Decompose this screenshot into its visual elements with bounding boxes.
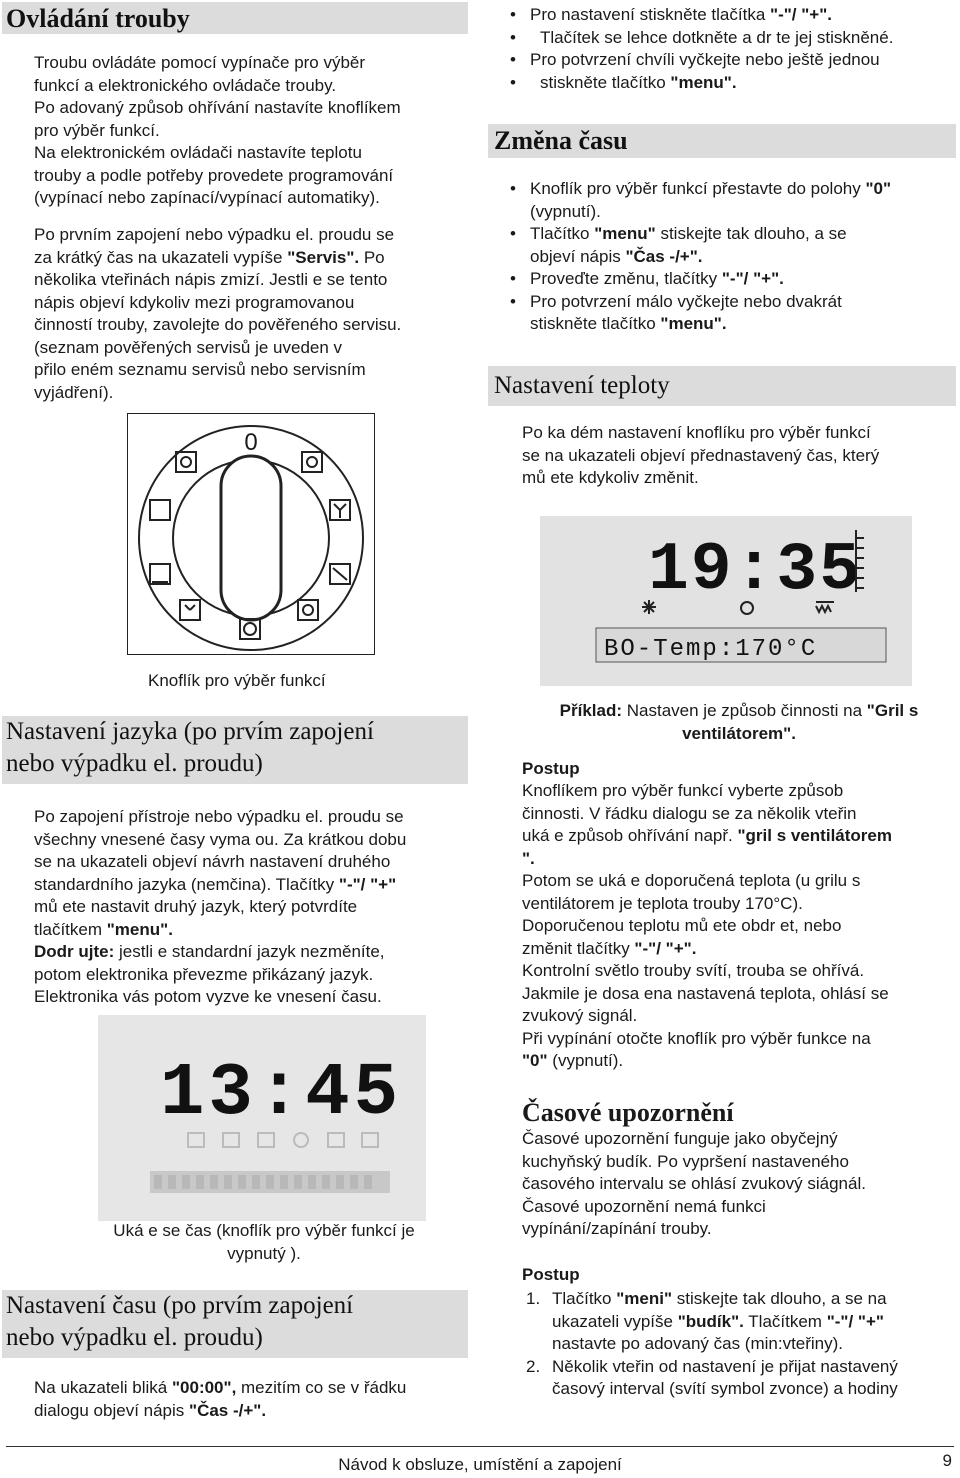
step-item: 2. Několik vteřin od nastavení je přijat nastavený časový interval (svítí symbol zvonce) a hodiny <box>526 1356 898 1398</box>
intro-paragraph <box>34 52 474 210</box>
ring-heat-icon <box>240 619 260 639</box>
grill-icon <box>330 564 350 584</box>
display-caption: Uká e se čas (knoflík pro výběr funkcí je vypnutý ). <box>113 1221 415 1263</box>
grill-fan-icon <box>180 600 200 620</box>
snowflake-icon <box>642 600 656 614</box>
alarm-steps <box>522 1288 956 1401</box>
intro-line: Na elektronickém ovládači nastavíte teplotu <box>34 143 362 162</box>
intro-line: Troubu ovládáte pomocí vypínače pro výběr <box>34 53 366 72</box>
footer-rule <box>6 1446 954 1447</box>
intro-line: funkcí a elektronického ovládače trouby. <box>34 75 337 95</box>
heading-nastaveni-jazyka: Nastavení jazyka (po prvím zapojení nebo výpadku el. proudu) <box>2 716 468 784</box>
heading-nastaveni-casu: Nastavení času (po prvím zapojení nebo výpadku el. proudu) <box>2 1290 468 1358</box>
knob-zero-label: 0 <box>244 429 258 456</box>
power-line: Po prvním zapojení nebo výpadku el. proudu se <box>34 225 395 244</box>
time-paragraph: Na ukazateli bliká "00:00", mezitím co se v řádku dialogu objeví nápis "Čas -/+". <box>34 1378 407 1420</box>
postup-paragraph: Knoflíkem pro výběr funkcí vyberte způsob činnosti. V řádku dialogu se za několik vteřin uká e způsob ohřívání např. "gril s ventilátorem ". Potom se uká e doporučená teplota (u grilu s ventilátorem je teplota trouby 170°C). Doporučenou teplotu mů ete obdr et, nebo změnit tlačítky "-"/ "+". Kontrolní světlo trouby svítí, trouba se ohřívá. Jakmile je dosa ena nastavená teplota, ohlásí se zvukový signál. Při vypínání otočte knoflík pro výběr funkce na "0" (vypnutí). <box>522 781 892 1070</box>
temperature-paragraph: Po ka dém nastavení knoflíku pro výběr funkcí se na ukazateli objeví přednastavený čas, který mů ete kdykoliv změnit. <box>522 423 880 487</box>
alarm-paragraph: Časové upozornění funguje jako obyčejný kuchyňský budík. Po vypršení nastaveného časového intervalu se ohlásí zvukový siágnál. Časové upozornění nemá funkci vypínání/zapínání trouby. <box>522 1129 866 1238</box>
lamp-icon <box>176 452 196 472</box>
heading-nastaveni-teploty: Nastavení teploty <box>488 366 956 406</box>
power-line: přilo eném seznamu servisů nebo servisním <box>34 360 366 379</box>
heading-casove-upozorneni: Časové upozornění <box>522 1098 734 1127</box>
intro-line: Po adovaný způsob ohřívání nastavíte knoflíkem <box>34 98 401 117</box>
display-temp-time: 19:35 <box>648 532 863 609</box>
bullet-item: • Pro nastavení stiskněte tlačítka "-"/ "+". <box>500 4 960 27</box>
heading-zmena-casu: Změna času <box>488 124 956 158</box>
power-line: (seznam pověřených servisů je uveden v <box>34 337 343 357</box>
bullet-item: • Proveďte změnu, tlačítky "-"/ "+". <box>500 268 960 291</box>
postup-heading: Postup <box>522 759 580 778</box>
display-dialog-line: BO-Temp:170°C <box>604 636 818 663</box>
oven-display-temperature <box>540 516 912 686</box>
bullet-item: • stiskněte tlačítko "menu". <box>500 72 960 95</box>
hot-air-icon <box>298 600 318 620</box>
bullet-item: • Tlačítek se lehce dotkněte a dr te jej stiskněné. <box>500 27 960 50</box>
power-line: nápis objeví kdykoliv mezi programovanou <box>34 292 355 312</box>
footer-text: Návod k obsluze, umístění a zapojení <box>338 1455 622 1474</box>
bullet-item: • Knoflík pro výběr funkcí přestavte do polohy "0" (vypnutí). <box>500 178 960 223</box>
defrost-icon <box>302 452 322 472</box>
intro-line: (vypínací nebo zapínací/vypínací automatiky). <box>34 188 380 207</box>
function-knob-illustration <box>127 413 375 655</box>
power-line: vyjádření). <box>34 382 114 402</box>
bullet-item: • Pro potvrzení chvíli vyčkejte nebo ještě jednou <box>500 49 960 72</box>
bottom-heat-icon <box>150 564 170 584</box>
intro-line: trouby a podle potřeby provedete programování <box>34 165 394 185</box>
fan-icon <box>330 500 350 520</box>
power-line: činností trouby, zavolejte do pověřeného servisu. <box>34 315 402 334</box>
bullet-item: • Pro potvrzení málo vyčkejte nebo dvakrát stiskněte tlačítko "menu". <box>500 291 960 336</box>
page-number: 9 <box>942 1451 952 1470</box>
display-time-text: 13:45 <box>160 1052 403 1136</box>
step-item: 1. Tlačítko "meni" stiskejte tak dlouho, a se na ukazateli vypíše "budík". Tlačítkem "-"/ "+" nastavte po adovaný čas (min:vteřiny). <box>526 1289 887 1353</box>
bullets-change <box>500 178 960 336</box>
oven-display-time <box>98 1015 426 1221</box>
power-line: za krátký čas na ukazateli vypíše "Servis". Po <box>34 247 385 267</box>
language-paragraph: Po zapojení přístroje nebo výpadku el. proudu se všechny vnesené časy vyma ou. Za krátkou dobu se na ukazateli objeví návrh nastavení druhého standardního jazyka (nemčina). Tlačítky "-"/ "+" mů ete nastavit druhý jazyk, který potvrdíte tlačítkem "menu". Dodr ujte: jestli e standardní jazyk nezměníte, potom elektronika převezme přikázaný jazyk. Elektronika vás potom vyzve ke vnesení času. <box>34 807 407 1006</box>
heading-ovladani-trouby: Ovládání trouby <box>2 2 468 34</box>
bullet-item: • Tlačítko "menu" stiskejte tak dlouho, a se objeví nápis "Čas -/+". <box>500 223 960 268</box>
intro-line: pro výběr funkcí. <box>34 120 160 140</box>
power-paragraph <box>34 224 474 404</box>
power-line: několika vteřinách nápis zmizí. Jestli e se tento <box>34 270 388 289</box>
postup2-heading: Postup <box>522 1265 580 1284</box>
bullets-top <box>500 4 960 94</box>
page-footer <box>0 1446 960 1478</box>
knob-caption: Knoflík pro výběr funkcí <box>148 671 326 690</box>
example-paragraph: Příklad: Nastaven je způsob činnosti na "Gril s ventilátorem". <box>559 701 919 743</box>
conventional-icon <box>150 500 170 520</box>
